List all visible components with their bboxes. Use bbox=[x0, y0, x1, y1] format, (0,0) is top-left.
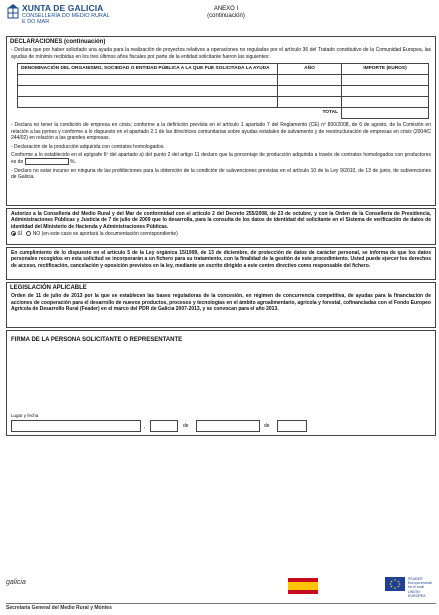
dia-input[interactable] bbox=[150, 420, 178, 432]
ayudas-table bbox=[17, 63, 429, 119]
table-row bbox=[18, 86, 429, 97]
importe-cell[interactable] bbox=[342, 97, 429, 108]
comma-separator: , bbox=[144, 424, 146, 430]
eu-flag-icon bbox=[385, 577, 405, 591]
page-header bbox=[6, 4, 436, 28]
firma-title: FIRMA DE LA PERSONA SOLICITANTE O REPRESENTANTE bbox=[11, 337, 183, 343]
legislacion-title: LEGISLACIÓN APLICABLE bbox=[10, 285, 87, 291]
page-footer bbox=[6, 572, 436, 612]
ano-cell[interactable] bbox=[278, 75, 342, 86]
ano-cell[interactable] bbox=[278, 86, 342, 97]
proteccion-datos-text: En cumplimiento de lo dispuesto en el artículo 5 de la Ley orgánica 15/1999, de 13 de diciembre, de protección de datos de carácter personal, se informa de que los datos personales recogidos en esta solicitud se incorporarán a un fichero para su tratamiento, con la finalidad de la gestión de este procedimiento. Usted puede ejercer los derechos de acceso, rectificación, cancelación y oposición previstos en la ley, mediante un escrito dirigido a este centro directivo como responsable del fichero. bbox=[11, 250, 431, 269]
de-separator-1: de bbox=[183, 423, 189, 429]
feader-label: FEADER bbox=[408, 577, 423, 581]
declaracion-prohibiciones: - Declaro no estar incurso en ninguna de las prohibiciones para la obtención de la condición de subvenciones previstas en el artículo 10 de la Ley 9/2010, de 13 de junio, de subvenciones de Galicia. bbox=[11, 167, 431, 181]
total-cell[interactable] bbox=[342, 108, 429, 119]
no-label: NO (en este caso se aportará la documentación correspondiente) bbox=[32, 231, 178, 238]
feader-text bbox=[408, 577, 436, 598]
autorizo-section bbox=[6, 208, 436, 245]
declaracion-porcentaje bbox=[7, 152, 435, 166]
declaracion-empresa-crisis: - Declara no tener la condición de empresa en crisis; conforme a la definición prevista en el artículo 1 apartado 7 del Reglamento (CE) nº 800/2008, de 6 de agosto, de la Comisión en relación a las pymes y conforme a lo dispuesto en el apartado 2.1 de las directrices comunitarias sobre ayudas estatales de salvamento y de reestructuración de empresas en crisis (2004/C 244/02) en relación a las grandes empresas. bbox=[11, 122, 431, 142]
importe-cell[interactable] bbox=[342, 86, 429, 97]
column-header-ano: AÑO bbox=[278, 63, 342, 74]
organismo-cell[interactable] bbox=[18, 75, 278, 86]
importe-cell[interactable] bbox=[342, 75, 429, 86]
annex-title: ANEXO I bbox=[213, 6, 239, 12]
porcentaje-input[interactable] bbox=[25, 158, 69, 165]
autorizo-text: Autorizo a la Consellería del Medio Rural y del Mar de conformidad con el artículo 2 del Decreto 255/2008, de 23 de octubre, y con la Orden de la Consellería de Presidencia, Administraciones Públicas y Justicia de 7 de julio de 2009 que lo desarrolla, para la consulta de los datos de identidad del solicitante en el Sistema de verificación de datos de identidad del Ministerio de Hacienda y Administraciones Públicas. bbox=[11, 211, 431, 230]
declaracion-produccion: - Declaración de la producción adquirida con contratos homologados. bbox=[11, 143, 165, 150]
lugar-input[interactable] bbox=[11, 420, 141, 432]
lugar-fecha-label: Lugar y fecha bbox=[11, 413, 39, 418]
mes-input[interactable] bbox=[196, 420, 260, 432]
footer-divider bbox=[6, 603, 436, 604]
legislacion-section bbox=[6, 282, 436, 328]
no-radio[interactable] bbox=[26, 231, 31, 236]
organismo-cell[interactable] bbox=[18, 86, 278, 97]
si-radio[interactable] bbox=[11, 231, 16, 236]
table-row bbox=[18, 75, 429, 86]
union-europea-label: UNIÓN EUROPEA bbox=[408, 589, 426, 598]
column-header-importe: IMPORTE (EUROS) bbox=[342, 63, 429, 74]
logo-title: XUNTA DE GALICIA bbox=[22, 3, 104, 13]
organismo-cell[interactable] bbox=[18, 97, 278, 108]
europa-invierte-label: Europa invierte bbox=[408, 581, 433, 586]
table-total-row bbox=[18, 108, 429, 119]
secretaria-label: Secretaría General del Medio Rural y Montes bbox=[6, 605, 112, 611]
declaraciones-title: DECLARACIONES (continuación) bbox=[10, 39, 106, 45]
rural-label: en el rural bbox=[408, 585, 424, 590]
annex-heading bbox=[181, 6, 271, 20]
proteccion-datos-section bbox=[6, 247, 436, 280]
annex-subtitle: (continuación) bbox=[207, 13, 245, 19]
spain-flag-icon bbox=[288, 578, 318, 594]
declaracion-minimis: - Declara que por haber solicitado una ayuda para la realización de proyectos relativos a operaciones no reguladas por el artículo 36 del Tratado constitutivo de la Comunidad Europea, las ayudas de mínimis recibidas en los tres últimos años fiscales por parte de la entidad solicitante fueron las siguientes: bbox=[11, 47, 431, 60]
table-row bbox=[18, 97, 429, 108]
column-header-organismo: DENOMINACIÓN DEL ORGANISMO, SOCIEDAD O ENTIDAD PÚBLICA A LA QUE FUE SOLICITADA LA AYUDA bbox=[18, 63, 278, 74]
logo-subtitle-1: CONSELLERÍA DO MEDIO RURAL bbox=[22, 13, 110, 19]
xunta-logo bbox=[6, 4, 110, 25]
porcentaje-text: Conforme a lo establecido en el epígrafe 6º del apartado a) del punto 2 del artigo 11 declaro que la porcentaje de producción adquirida a través de contratos homologados con productores es de bbox=[11, 152, 431, 166]
autorizo-options bbox=[7, 231, 435, 237]
de-separator-2: de bbox=[264, 423, 270, 429]
porcentaje-suffix: %. bbox=[70, 159, 76, 166]
total-label: TOTAL bbox=[322, 110, 338, 116]
declaraciones-section bbox=[6, 36, 436, 206]
firma-section bbox=[6, 330, 436, 436]
xunta-emblem-icon bbox=[6, 4, 20, 19]
ano-input[interactable] bbox=[277, 420, 307, 432]
logo-subtitle-2: E DO MAR bbox=[22, 19, 50, 25]
ano-cell[interactable] bbox=[278, 97, 342, 108]
si-label: SÍ bbox=[17, 231, 23, 238]
galicia-logo: galicia bbox=[6, 579, 26, 586]
legislacion-text: Orden de 11 de julio de 2013 por la que se establecen las bases reguladoras de la concesión, en régimen de concurrencia competitiva, de ayudas para la financiación de acciones de cooperación para el desarrollo de nuevos productos, procesos y tecnologías en el ámbito agroalimentario, agrícola y forestal, cofinanciadas con el Fondo Europeo Agrícola de Desarrollo Rural (Feader) en el marco del PDR de Galicia 2007-2013, y se convocan para el año 2013. bbox=[11, 293, 431, 312]
